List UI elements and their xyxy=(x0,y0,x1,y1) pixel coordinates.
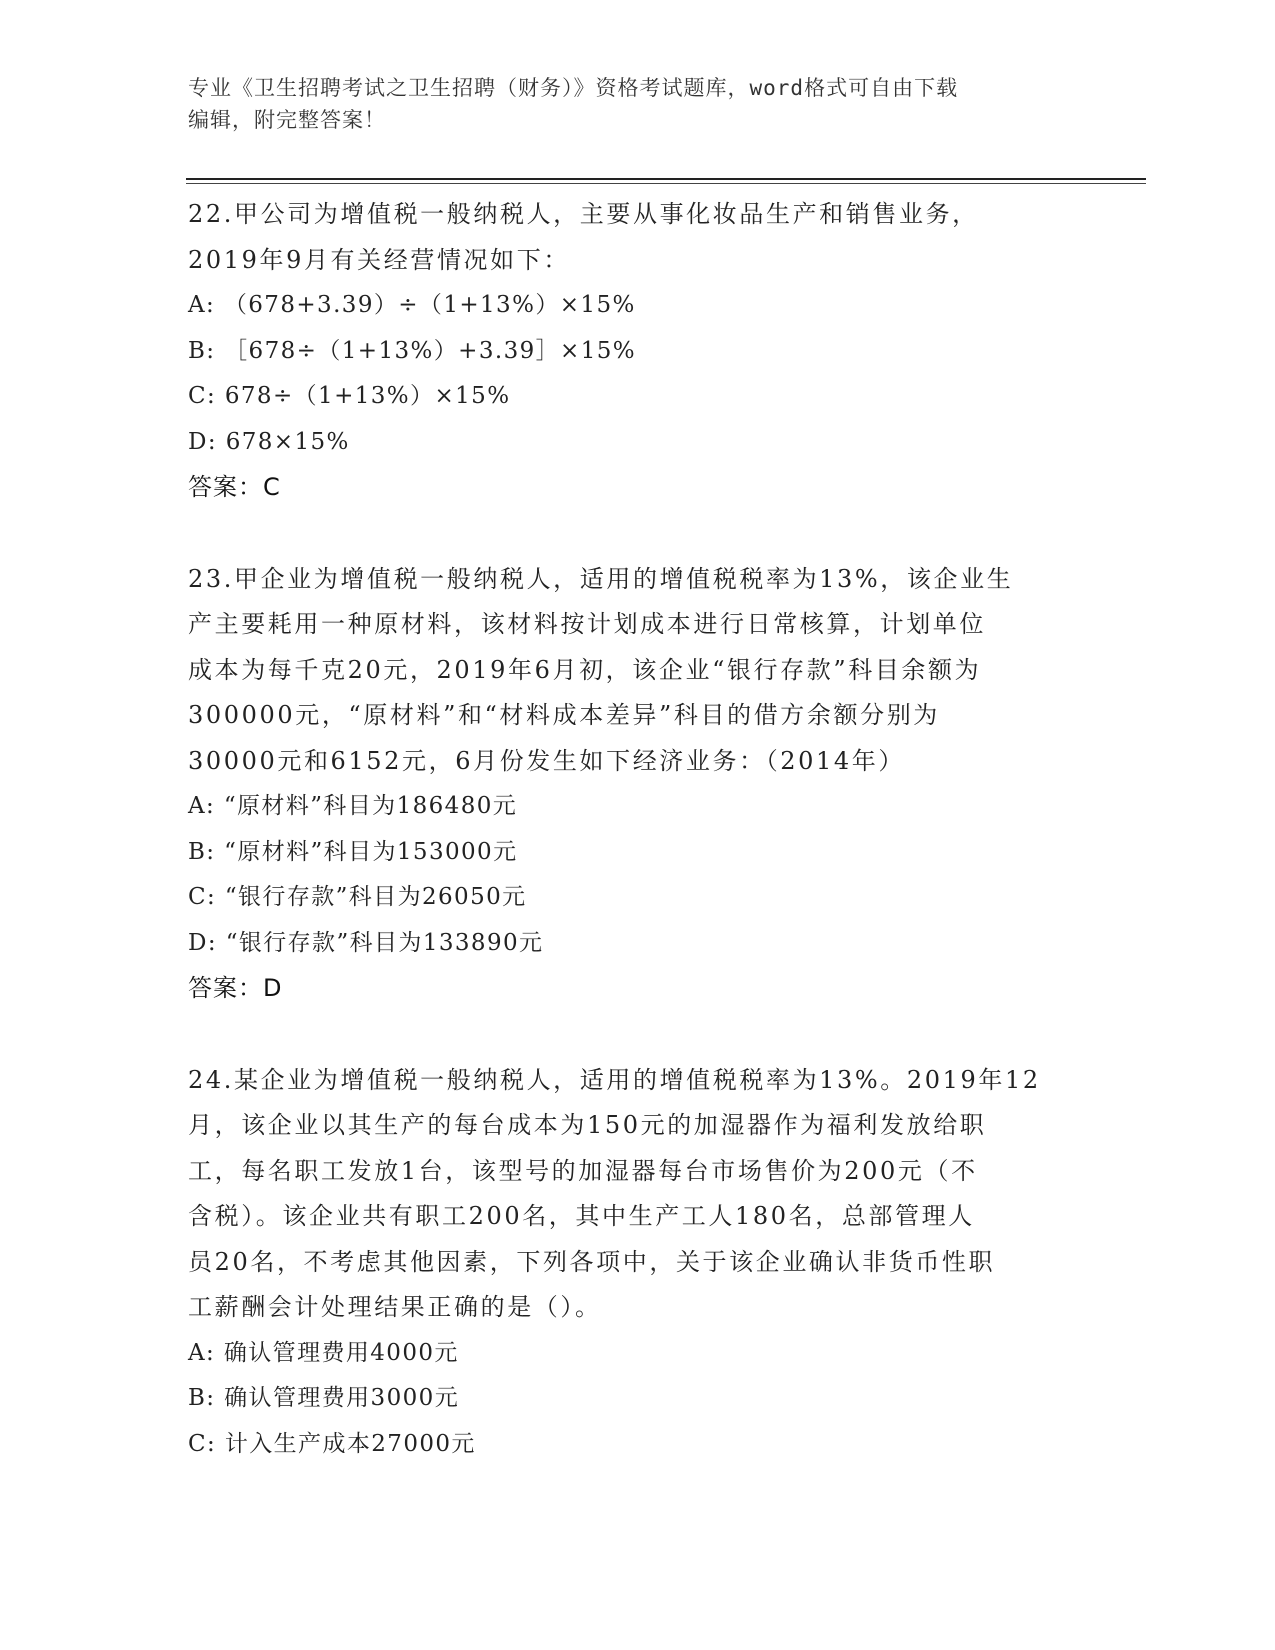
option-b: B: 确认管理费用3000元 xyxy=(188,1385,460,1411)
option-c: C: “银行存款”科目为26050元 xyxy=(188,884,527,910)
question-spacer xyxy=(188,511,1088,557)
question-24 xyxy=(188,1058,1088,1468)
question-23 xyxy=(188,557,1088,1012)
question-stem-line: 23.甲企业为增值税一般纳税人，适用的增值税税率为13%，该企业生 xyxy=(188,564,1014,593)
option-c: C: 计入生产成本27000元 xyxy=(188,1430,476,1457)
question-stem-line: 工薪酬会计处理结果正确的是（）。 xyxy=(188,1293,602,1321)
question-stem-line: 300000元，“原材料”和“材料成本差异”科目的借方余额分别为 xyxy=(188,701,940,729)
question-stem-line: 工，每名职工发放1台，该型号的加湿器每台市场售价为200元（不 xyxy=(188,1156,978,1185)
question-stem-line: 员20名，不考虑其他因素，下列各项中，关于该企业确认非货币性职 xyxy=(188,1247,996,1276)
answer-label: 答案：C xyxy=(188,473,281,501)
option-d: D: “银行存款”科目为133890元 xyxy=(188,929,544,956)
option-a: A: （678+3.39）÷（1+13%）×15% xyxy=(188,292,636,318)
header-line-1: 专业《卫生招聘考试之卫生招聘（财务）》资格考试题库，word格式可自由下载 xyxy=(188,76,959,100)
question-spacer xyxy=(188,1012,1088,1058)
question-stem-line: 2019年9月有关经营情况如下： xyxy=(188,245,570,274)
question-stem-line: 产主要耗用一种原材料，该材料按计划成本进行日常核算，计划单位 xyxy=(188,610,986,638)
document-header xyxy=(188,72,1068,136)
option-b: B: “原材料”科目为153000元 xyxy=(188,838,518,865)
question-stem-line: 24.某企业为增值税一般纳税人，适用的增值税税率为13%。2019年12 xyxy=(188,1065,1041,1094)
question-list xyxy=(188,192,1088,1467)
question-stem-line: 22.甲公司为增值税一般纳税人，主要从事化妆品生产和销售业务， xyxy=(188,200,979,228)
question-stem-line: 月，该企业以其生产的每台成本为150元的加湿器作为福利发放给职 xyxy=(188,1111,987,1139)
question-22 xyxy=(188,192,1088,511)
option-a: A: 确认管理费用4000元 xyxy=(188,1339,459,1366)
question-stem-line: 成本为每千克20元，2019年6月初，该企业“银行存款”科目余额为 xyxy=(188,655,982,684)
option-a: A: “原材料”科目为186480元 xyxy=(188,793,518,819)
header-line-2: 编辑，附完整答案！ xyxy=(188,108,386,132)
option-b: B: ［678÷（1+13%）+3.39］×15% xyxy=(188,337,637,364)
option-d: D: 678×15% xyxy=(188,428,350,455)
question-stem-line: 30000元和6152元，6月份发生如下经济业务：（2014年） xyxy=(188,746,905,775)
header-divider-thick xyxy=(186,178,1146,180)
header-divider-thin xyxy=(186,183,1146,184)
option-c: C: 678÷（1+13%）×15% xyxy=(188,383,511,409)
question-stem-line: 含税）。该企业共有职工200名，其中生产工人180名，总部管理人 xyxy=(188,1202,975,1230)
answer-label: 答案：D xyxy=(188,974,283,1002)
